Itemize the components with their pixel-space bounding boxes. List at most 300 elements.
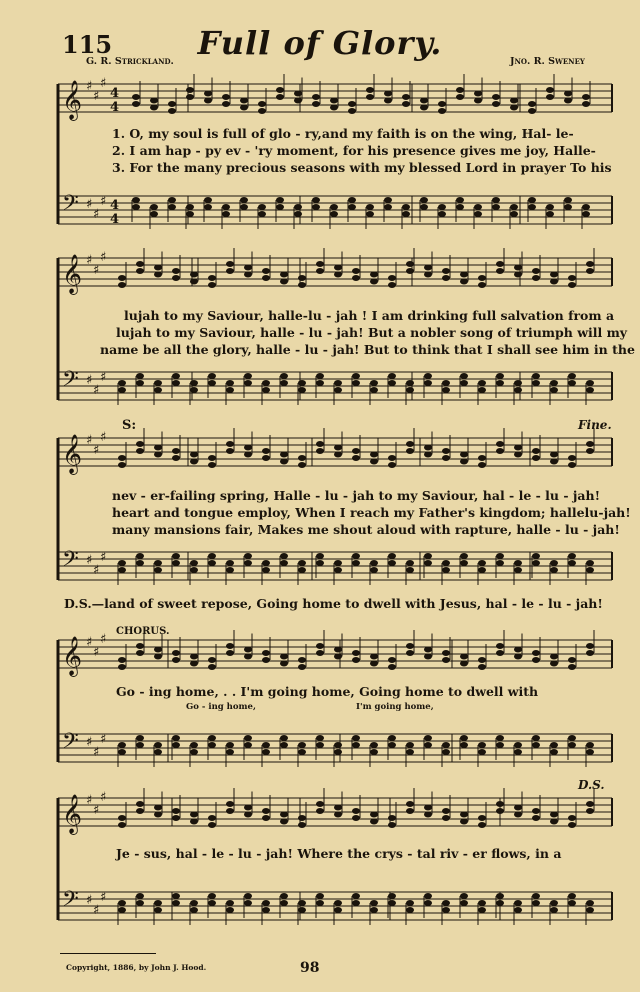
note-head	[298, 275, 306, 281]
hymn-number: 115	[62, 30, 113, 59]
treble-clef-icon: 𝄞	[62, 794, 83, 834]
note-head	[438, 108, 446, 114]
note-head	[388, 822, 396, 828]
note-head	[586, 801, 594, 807]
sharp-icon: ♯	[86, 553, 93, 568]
note-head	[546, 87, 554, 93]
note-head	[384, 204, 392, 210]
note-head	[316, 268, 324, 274]
verse-1-line-3: nev - er-failing spring, Halle - lu - jah to my Saviour, hal - le - lu - jah!	[112, 488, 601, 503]
note-head	[262, 275, 270, 281]
note-head	[514, 647, 522, 653]
note-head	[406, 900, 414, 906]
note-head	[294, 98, 302, 104]
note-head	[244, 265, 252, 271]
note-head	[258, 108, 266, 114]
note-head	[348, 197, 356, 203]
note-head	[190, 654, 198, 660]
note-head	[172, 275, 180, 281]
note-head	[492, 204, 500, 210]
note-head	[424, 735, 432, 741]
note-head	[420, 197, 428, 203]
note-head	[334, 265, 342, 271]
note-head	[442, 749, 450, 755]
note-head	[118, 815, 126, 821]
note-head	[136, 448, 144, 454]
note-head	[316, 801, 324, 807]
note-head	[370, 819, 378, 825]
note-head	[172, 448, 180, 454]
note-head	[208, 664, 216, 670]
note-head	[136, 735, 144, 741]
note-head	[118, 664, 126, 670]
note-head	[244, 560, 252, 566]
note-head	[406, 387, 414, 393]
note-head	[478, 907, 486, 913]
note-head	[190, 749, 198, 755]
bass-clef-icon: 𝄢	[62, 887, 79, 917]
note-head	[226, 742, 234, 748]
note-head	[330, 105, 338, 111]
note-head	[528, 197, 536, 203]
note-head	[532, 650, 540, 656]
note-head	[168, 204, 176, 210]
note-head	[208, 282, 216, 288]
note-head	[334, 380, 342, 386]
note-head	[442, 808, 450, 814]
note-head	[118, 900, 126, 906]
note-head	[510, 105, 518, 111]
note-head	[420, 204, 428, 210]
treble-clef-icon: 𝄞	[62, 434, 83, 474]
bass-clef-icon: 𝄢	[62, 367, 79, 397]
note-head	[334, 445, 342, 451]
note-head	[298, 462, 306, 468]
note-head	[550, 907, 558, 913]
note-head	[568, 553, 576, 559]
sharp-icon: ♯	[93, 207, 100, 222]
note-head	[316, 373, 324, 379]
note-head	[532, 553, 540, 559]
note-head	[136, 900, 144, 906]
note-head	[388, 815, 396, 821]
note-head	[280, 459, 288, 465]
sharp-icon: ♯	[93, 803, 100, 818]
note-head	[168, 197, 176, 203]
note-head	[568, 657, 576, 663]
note-head	[582, 94, 590, 100]
note-head	[586, 560, 594, 566]
note-head	[352, 560, 360, 566]
note-head	[118, 749, 126, 755]
note-head	[424, 380, 432, 386]
note-head	[172, 657, 180, 663]
note-head	[240, 98, 248, 104]
note-head	[406, 380, 414, 386]
chorus-bass-cue-1: Go - ing home,	[186, 702, 256, 712]
note-head	[532, 380, 540, 386]
note-head	[568, 815, 576, 821]
note-head	[298, 742, 306, 748]
note-head	[586, 268, 594, 274]
note-head	[294, 211, 302, 217]
note-head	[316, 380, 324, 386]
note-head	[496, 441, 504, 447]
sharp-icon: ♯	[93, 645, 100, 660]
verse-3-line-2: name be all the glory, halle - lu - jah! But to think that I shall see him in the	[100, 342, 635, 357]
note-head	[568, 380, 576, 386]
note-head	[280, 654, 288, 660]
note-head	[514, 445, 522, 451]
note-head	[136, 742, 144, 748]
note-head	[348, 204, 356, 210]
note-head	[586, 567, 594, 573]
note-head	[564, 91, 572, 97]
note-head	[478, 387, 486, 393]
note-head	[424, 812, 432, 818]
note-head	[586, 380, 594, 386]
note-head	[154, 805, 162, 811]
note-head	[478, 380, 486, 386]
note-head	[244, 654, 252, 660]
note-head	[510, 204, 518, 210]
note-head	[568, 893, 576, 899]
treble-clef-icon: 𝄞	[62, 636, 83, 676]
note-head	[460, 742, 468, 748]
verse-3-line-3: many mansions fair, Makes me shout aloud with rapture, halle - lu - jah!	[112, 522, 620, 537]
note-head	[496, 560, 504, 566]
note-head	[280, 279, 288, 285]
note-head	[208, 560, 216, 566]
note-head	[370, 459, 378, 465]
note-head	[514, 387, 522, 393]
note-head	[240, 204, 248, 210]
chorus-lyric-2: Je - sus, hal - le - lu - jah! Where the crys - tal riv - er flows, in a	[116, 846, 562, 861]
time-sig-bottom: 4	[110, 100, 120, 115]
note-head	[312, 204, 320, 210]
note-head	[564, 197, 572, 203]
note-head	[586, 808, 594, 814]
note-head	[352, 893, 360, 899]
note-head	[348, 101, 356, 107]
note-head	[190, 907, 198, 913]
note-head	[298, 815, 306, 821]
note-head	[262, 907, 270, 913]
note-head	[478, 822, 486, 828]
note-head	[334, 272, 342, 278]
note-head	[496, 900, 504, 906]
note-head	[352, 373, 360, 379]
note-head	[118, 282, 126, 288]
note-head	[424, 265, 432, 271]
note-head	[388, 373, 396, 379]
note-head	[132, 204, 140, 210]
note-head	[244, 452, 252, 458]
note-head	[118, 907, 126, 913]
note-head	[442, 268, 450, 274]
note-head	[316, 261, 324, 267]
sharp-icon: ♯	[100, 890, 107, 905]
note-head	[478, 815, 486, 821]
note-head	[334, 805, 342, 811]
note-head	[550, 812, 558, 818]
note-head	[208, 373, 216, 379]
note-head	[244, 805, 252, 811]
note-head	[424, 742, 432, 748]
note-head	[280, 893, 288, 899]
note-head	[460, 459, 468, 465]
note-head	[154, 654, 162, 660]
note-head	[550, 654, 558, 660]
note-head	[456, 87, 464, 93]
note-head	[442, 275, 450, 281]
note-head	[406, 441, 414, 447]
note-head	[352, 448, 360, 454]
note-head	[478, 657, 486, 663]
note-head	[316, 650, 324, 656]
note-head	[352, 275, 360, 281]
note-head	[172, 735, 180, 741]
note-head	[438, 204, 446, 210]
note-head	[406, 560, 414, 566]
note-head	[244, 900, 252, 906]
note-head	[478, 275, 486, 281]
note-head	[316, 448, 324, 454]
time-sig-bottom: 4	[110, 212, 120, 227]
note-head	[226, 380, 234, 386]
note-head	[352, 650, 360, 656]
note-head	[550, 749, 558, 755]
copyright-notice: Copyright, 1886, by John J. Hood.	[66, 963, 207, 972]
note-head	[154, 560, 162, 566]
note-head	[154, 380, 162, 386]
note-head	[226, 268, 234, 274]
note-head	[226, 749, 234, 755]
note-head	[298, 749, 306, 755]
note-head	[496, 650, 504, 656]
sharp-icon: ♯	[100, 76, 107, 91]
note-head	[244, 553, 252, 559]
note-head	[550, 459, 558, 465]
note-head	[388, 893, 396, 899]
note-head	[406, 643, 414, 649]
note-head	[478, 455, 486, 461]
note-head	[118, 275, 126, 281]
note-head	[456, 204, 464, 210]
note-head	[586, 907, 594, 913]
note-head	[154, 812, 162, 818]
note-head	[514, 742, 522, 748]
note-head	[388, 553, 396, 559]
note-head	[136, 441, 144, 447]
note-head	[550, 452, 558, 458]
note-head	[204, 197, 212, 203]
note-head	[388, 462, 396, 468]
sharp-icon: ♯	[86, 893, 93, 908]
note-head	[244, 373, 252, 379]
note-head	[262, 815, 270, 821]
chorus-bass-cue-2: I'm going home,	[356, 702, 434, 712]
note-head	[208, 462, 216, 468]
time-sig-top: 4	[110, 86, 120, 101]
verse-2-line-2: lujah to my Saviour, halle - lu - jah! But a nobler song of triumph will my	[116, 325, 628, 340]
note-head	[298, 900, 306, 906]
note-head	[136, 808, 144, 814]
note-head	[528, 204, 536, 210]
note-head	[190, 452, 198, 458]
verse-3-line-1: 3. For the many precious seasons with my blessed Lord in prayer To his	[112, 160, 612, 175]
note-head	[586, 749, 594, 755]
note-head	[244, 380, 252, 386]
note-head	[402, 211, 410, 217]
note-head	[330, 204, 338, 210]
bass-clef-icon: 𝄢	[62, 547, 79, 577]
note-head	[478, 749, 486, 755]
sharp-icon: ♯	[100, 250, 107, 265]
note-head	[586, 441, 594, 447]
note-head	[334, 560, 342, 566]
note-head	[334, 654, 342, 660]
note-head	[460, 272, 468, 278]
note-head	[514, 812, 522, 818]
note-head	[388, 380, 396, 386]
note-head	[546, 211, 554, 217]
sharp-icon: ♯	[86, 433, 93, 448]
note-head	[568, 462, 576, 468]
note-head	[406, 749, 414, 755]
note-head	[442, 815, 450, 821]
note-head	[172, 380, 180, 386]
note-head	[150, 211, 158, 217]
note-head	[208, 275, 216, 281]
note-head	[154, 445, 162, 451]
note-head	[262, 742, 270, 748]
note-head	[118, 657, 126, 663]
note-head	[532, 808, 540, 814]
note-head	[348, 108, 356, 114]
note-head	[186, 204, 194, 210]
note-head	[366, 87, 374, 93]
note-head	[532, 900, 540, 906]
note-head	[226, 448, 234, 454]
note-head	[190, 900, 198, 906]
page-number: 98	[300, 960, 320, 976]
note-head	[190, 819, 198, 825]
note-head	[388, 657, 396, 663]
note-head	[460, 560, 468, 566]
note-head	[136, 893, 144, 899]
note-head	[298, 907, 306, 913]
note-head	[316, 900, 324, 906]
note-head	[550, 742, 558, 748]
note-head	[118, 387, 126, 393]
note-head	[226, 387, 234, 393]
note-head	[586, 650, 594, 656]
note-head	[406, 742, 414, 748]
note-head	[298, 664, 306, 670]
note-head	[280, 661, 288, 667]
note-head	[366, 204, 374, 210]
note-head	[442, 742, 450, 748]
sharp-icon: ♯	[93, 383, 100, 398]
note-head	[208, 815, 216, 821]
note-head	[550, 560, 558, 566]
note-head	[226, 567, 234, 573]
note-head	[564, 98, 572, 104]
note-head	[406, 268, 414, 274]
note-head	[582, 101, 590, 107]
footer-rule	[60, 953, 156, 954]
note-head	[456, 197, 464, 203]
note-head	[334, 742, 342, 748]
note-head	[222, 94, 230, 100]
note-head	[370, 380, 378, 386]
note-head	[492, 94, 500, 100]
note-head	[280, 553, 288, 559]
note-head	[550, 661, 558, 667]
note-head	[312, 94, 320, 100]
note-head	[154, 567, 162, 573]
note-head	[298, 387, 306, 393]
note-head	[136, 380, 144, 386]
sharp-icon: ♯	[86, 735, 93, 750]
note-head	[568, 664, 576, 670]
note-head	[154, 265, 162, 271]
note-head	[582, 211, 590, 217]
note-head	[172, 815, 180, 821]
sharp-icon: ♯	[93, 443, 100, 458]
note-head	[222, 101, 230, 107]
note-head	[550, 380, 558, 386]
note-head	[370, 654, 378, 660]
note-head	[460, 380, 468, 386]
note-head	[258, 211, 266, 217]
note-head	[478, 900, 486, 906]
note-head	[568, 275, 576, 281]
note-head	[150, 105, 158, 111]
note-head	[334, 647, 342, 653]
note-head	[276, 204, 284, 210]
sharp-icon: ♯	[86, 373, 93, 388]
note-head	[388, 742, 396, 748]
note-head	[474, 98, 482, 104]
note-head	[388, 664, 396, 670]
note-head	[370, 560, 378, 566]
note-head	[514, 749, 522, 755]
note-head	[568, 735, 576, 741]
note-head	[424, 560, 432, 566]
note-head	[172, 808, 180, 814]
note-head	[388, 900, 396, 906]
note-head	[460, 452, 468, 458]
note-head	[514, 452, 522, 458]
note-head	[496, 742, 504, 748]
note-head	[316, 893, 324, 899]
note-head	[460, 373, 468, 379]
note-head	[244, 647, 252, 653]
note-head	[568, 560, 576, 566]
note-head	[370, 907, 378, 913]
note-head	[262, 749, 270, 755]
note-head	[492, 101, 500, 107]
note-head	[118, 567, 126, 573]
note-head	[316, 553, 324, 559]
note-head	[262, 448, 270, 454]
note-head	[496, 808, 504, 814]
note-head	[334, 900, 342, 906]
fine-mark: Fine.	[578, 418, 612, 432]
note-head	[222, 204, 230, 210]
